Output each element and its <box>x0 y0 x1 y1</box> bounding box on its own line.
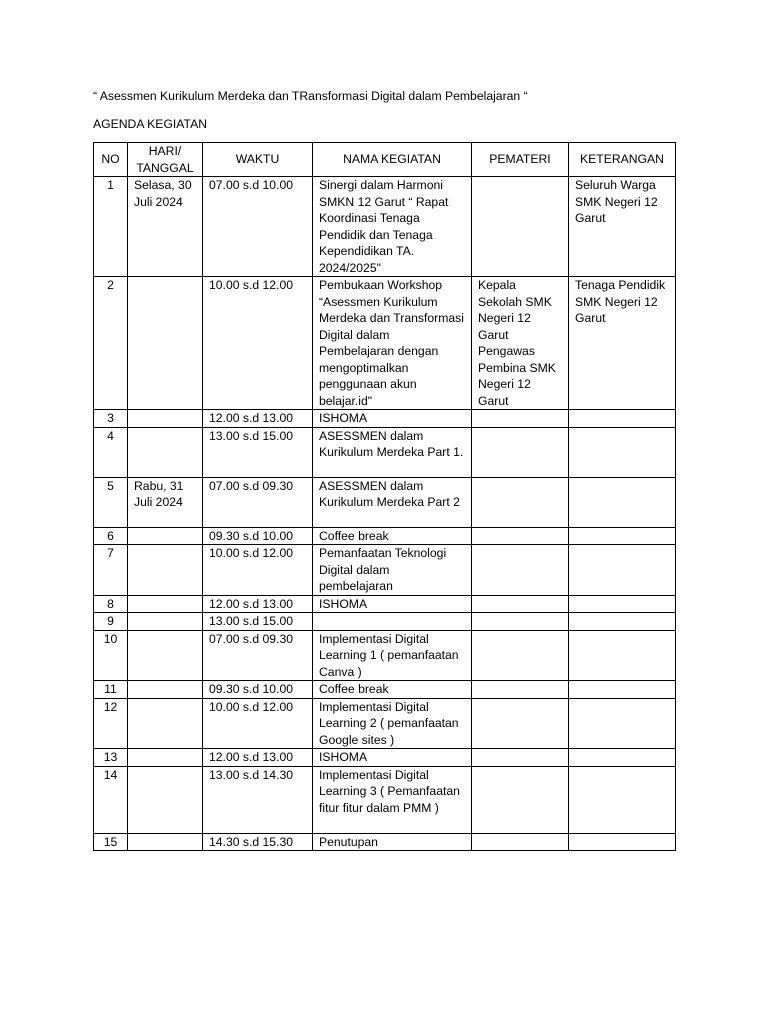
row-speaker <box>472 527 569 545</box>
row-note: Seluruh Warga SMK Negeri 12 Garut <box>569 177 676 277</box>
row-no: 1 <box>94 177 128 277</box>
row-no: 13 <box>94 749 128 767</box>
row-time: 12.00 s.d 13.00 <box>203 749 313 767</box>
row-note <box>569 427 676 477</box>
table-row <box>94 527 676 545</box>
row-time: 10.00 s.d 12.00 <box>203 545 313 596</box>
row-day <box>128 613 203 631</box>
row-speaker <box>472 749 569 767</box>
row-day <box>128 681 203 699</box>
table-row <box>94 545 676 596</box>
row-day <box>128 595 203 613</box>
table-row <box>94 681 676 699</box>
table-row <box>94 477 676 527</box>
row-no: 3 <box>94 410 128 428</box>
table-row <box>94 410 676 428</box>
row-speaker <box>472 630 569 681</box>
row-activity: Pemanfaatan Teknologi Digital dalam pembelajaran <box>313 545 472 596</box>
row-time: 10.00 s.d 12.00 <box>203 277 313 410</box>
row-time: 07.00 s.d 09.30 <box>203 477 313 527</box>
row-day <box>128 545 203 596</box>
row-day <box>128 630 203 681</box>
row-activity: Sinergi dalam Harmoni SMKN 12 Garut “ Rapat Koordinasi Tenaga Pendidik dan Tenaga Kependidikan TA. 2024/2025" <box>313 177 472 277</box>
row-note <box>569 595 676 613</box>
table-row <box>94 177 676 277</box>
row-note <box>569 833 676 851</box>
row-speaker <box>472 698 569 749</box>
row-speaker <box>472 681 569 699</box>
row-time: 12.00 s.d 13.00 <box>203 410 313 428</box>
header-no: NO <box>94 143 128 177</box>
row-day <box>128 277 203 410</box>
header-time: WAKTU <box>203 143 313 177</box>
row-speaker <box>472 595 569 613</box>
row-speaker <box>472 410 569 428</box>
document-title: “ Asessmen Kurikulum Merdeka dan TRansformasi Digital dalam Pembelajaran “ <box>93 89 528 103</box>
row-no: 9 <box>94 613 128 631</box>
table-row <box>94 749 676 767</box>
row-day: Rabu, 31 Juli 2024 <box>128 477 203 527</box>
row-speaker <box>472 427 569 477</box>
row-activity: ISHOMA <box>313 595 472 613</box>
row-no: 6 <box>94 527 128 545</box>
row-time: 07.00 s.d 10.00 <box>203 177 313 277</box>
agenda-table <box>93 142 676 851</box>
row-no: 12 <box>94 698 128 749</box>
row-time: 13.00 s.d 15.00 <box>203 427 313 477</box>
row-note <box>569 698 676 749</box>
row-day <box>128 749 203 767</box>
row-time: 09.30 s.d 10.00 <box>203 527 313 545</box>
row-speaker <box>472 833 569 851</box>
agenda-heading: AGENDA KEGIATAN <box>93 117 207 131</box>
row-time: 13.00 s.d 14.30 <box>203 766 313 833</box>
row-speaker: Kepala Sekolah SMK Negeri 12 Garut Pengawas Pembina SMK Negeri 12 Garut <box>472 277 569 410</box>
row-activity <box>313 613 472 631</box>
table-row <box>94 833 676 851</box>
row-time: 10.00 s.d 12.00 <box>203 698 313 749</box>
header-activity: NAMA KEGIATAN <box>313 143 472 177</box>
row-day <box>128 833 203 851</box>
row-day <box>128 410 203 428</box>
row-time: 12.00 s.d 13.00 <box>203 595 313 613</box>
row-speaker <box>472 545 569 596</box>
row-note <box>569 545 676 596</box>
row-activity: Coffee break <box>313 527 472 545</box>
row-no: 7 <box>94 545 128 596</box>
table-row <box>94 698 676 749</box>
row-time: 14.30 s.d 15.30 <box>203 833 313 851</box>
row-no: 8 <box>94 595 128 613</box>
row-no: 15 <box>94 833 128 851</box>
row-speaker <box>472 613 569 631</box>
row-speaker <box>472 177 569 277</box>
row-day <box>128 527 203 545</box>
row-activity: ISHOMA <box>313 749 472 767</box>
row-no: 2 <box>94 277 128 410</box>
row-note <box>569 681 676 699</box>
table-row <box>94 427 676 477</box>
row-activity: ASESSMEN dalam Kurikulum Merdeka Part 1. <box>313 427 472 477</box>
row-note <box>569 410 676 428</box>
row-activity: Pembukaan Workshop “Asessmen Kurikulum Merdeka dan Transformasi Digital dalam Pembelajaran dengan mengoptimalkan penggunaan akun belajar.id" <box>313 277 472 410</box>
row-note <box>569 527 676 545</box>
header-note: KETERANGAN <box>569 143 676 177</box>
row-day <box>128 698 203 749</box>
row-day <box>128 766 203 833</box>
table-row <box>94 766 676 833</box>
row-activity: ISHOMA <box>313 410 472 428</box>
table-row <box>94 595 676 613</box>
row-no: 10 <box>94 630 128 681</box>
row-day: Selasa, 30 Juli 2024 <box>128 177 203 277</box>
row-time: 07.00 s.d 09.30 <box>203 630 313 681</box>
row-activity: Implementasi Digital Learning 2 ( pemanfaatan Google sites ) <box>313 698 472 749</box>
row-note <box>569 749 676 767</box>
row-time: 13.00 s.d 15.00 <box>203 613 313 631</box>
table-row <box>94 613 676 631</box>
row-note <box>569 630 676 681</box>
row-activity: Coffee break <box>313 681 472 699</box>
row-note <box>569 613 676 631</box>
row-time: 09.30 s.d 10.00 <box>203 681 313 699</box>
row-note <box>569 477 676 527</box>
row-no: 5 <box>94 477 128 527</box>
row-note <box>569 766 676 833</box>
row-speaker <box>472 766 569 833</box>
row-no: 14 <box>94 766 128 833</box>
header-day: HARI/ TANGGAL <box>128 143 203 177</box>
table-header-row <box>94 143 676 177</box>
row-activity: Implementasi Digital Learning 3 ( Pemanfaatan fitur fitur dalam PMM ) <box>313 766 472 833</box>
row-activity: ASESSMEN dalam Kurikulum Merdeka Part 2 <box>313 477 472 527</box>
row-activity: Penutupan <box>313 833 472 851</box>
row-no: 11 <box>94 681 128 699</box>
row-no: 4 <box>94 427 128 477</box>
header-speaker: PEMATERI <box>472 143 569 177</box>
row-day <box>128 427 203 477</box>
table-row <box>94 630 676 681</box>
row-note: Tenaga Pendidik SMK Negeri 12 Garut <box>569 277 676 410</box>
table-row <box>94 277 676 410</box>
row-speaker <box>472 477 569 527</box>
row-activity: Implementasi Digital Learning 1 ( pemanfaatan Canva ) <box>313 630 472 681</box>
